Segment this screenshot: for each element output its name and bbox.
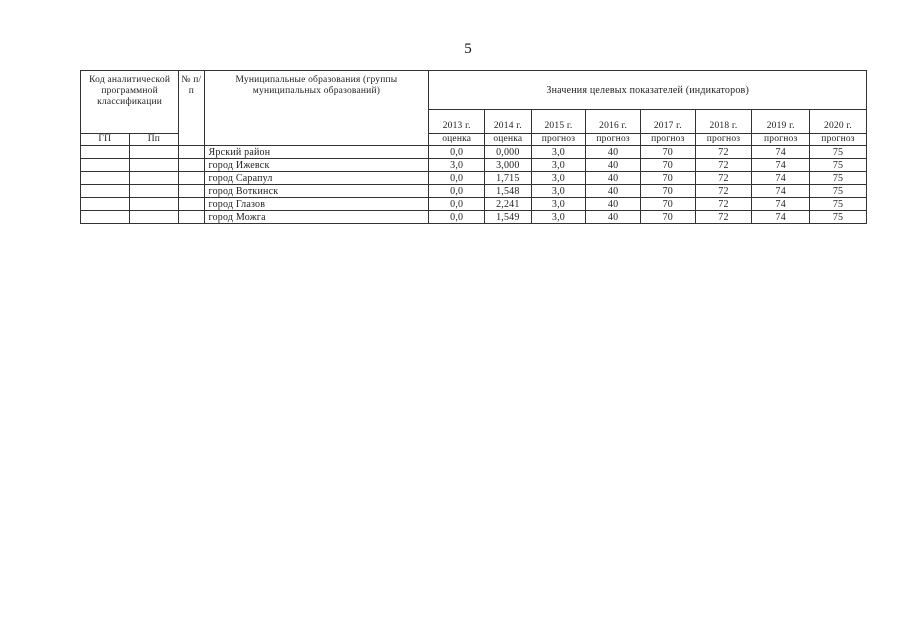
cell-gp xyxy=(81,198,130,211)
cell-gp xyxy=(81,159,130,172)
header-year: 2016 г. xyxy=(586,110,641,134)
cell-value: 40 xyxy=(586,211,641,224)
cell-value: 72 xyxy=(695,198,752,211)
header-type: прогноз xyxy=(695,134,752,146)
cell-municipality: город Можга xyxy=(204,211,429,224)
cell-value: 3,0 xyxy=(531,146,586,159)
cell-municipality: город Глазов xyxy=(204,198,429,211)
cell-value: 74 xyxy=(752,198,810,211)
cell-value: 0,000 xyxy=(485,146,532,159)
table-row xyxy=(81,172,867,185)
header-pp: Пп xyxy=(129,134,179,146)
cell-value: 74 xyxy=(752,185,810,198)
header-type: оценка xyxy=(429,134,485,146)
cell-value: 40 xyxy=(586,198,641,211)
cell-value: 40 xyxy=(586,185,641,198)
header-code: Код аналитической программной классификации xyxy=(81,71,179,134)
cell-value: 0,0 xyxy=(429,211,485,224)
cell-gp xyxy=(81,172,130,185)
header-year: 2014 г. xyxy=(485,110,532,134)
cell-pp xyxy=(129,172,179,185)
cell-value: 74 xyxy=(752,172,810,185)
cell-value: 75 xyxy=(810,159,867,172)
cell-pp xyxy=(129,159,179,172)
header-type: оценка xyxy=(485,134,532,146)
header-gp: ГП xyxy=(81,134,130,146)
cell-value: 2,241 xyxy=(485,198,532,211)
indicators-table xyxy=(80,70,867,224)
cell-value: 3,0 xyxy=(531,211,586,224)
header-year: 2013 г. xyxy=(429,110,485,134)
cell-pp xyxy=(129,146,179,159)
cell-pp xyxy=(129,185,179,198)
cell-municipality: город Сарапул xyxy=(204,172,429,185)
cell-value: 0,0 xyxy=(429,198,485,211)
table-row xyxy=(81,146,867,159)
cell-value: 40 xyxy=(586,172,641,185)
cell-value: 74 xyxy=(752,159,810,172)
header-type: прогноз xyxy=(586,134,641,146)
cell-value: 3,0 xyxy=(531,159,586,172)
cell-value: 75 xyxy=(810,172,867,185)
cell-value: 3,0 xyxy=(429,159,485,172)
cell-gp xyxy=(81,211,130,224)
cell-value: 40 xyxy=(586,159,641,172)
header-municipality: Муниципальные образования (группы муниципальных образований) xyxy=(204,71,429,146)
cell-gp xyxy=(81,146,130,159)
cell-value: 3,000 xyxy=(485,159,532,172)
header-num: № п/п xyxy=(179,71,204,146)
cell-value: 75 xyxy=(810,211,867,224)
cell-value: 72 xyxy=(695,172,752,185)
cell-value: 3,0 xyxy=(531,198,586,211)
header-row-top xyxy=(81,71,867,110)
cell-value: 1,715 xyxy=(485,172,532,185)
header-year: 2017 г. xyxy=(640,110,695,134)
cell-value: 74 xyxy=(752,146,810,159)
cell-municipality: город Воткинск xyxy=(204,185,429,198)
cell-value: 70 xyxy=(640,172,695,185)
cell-value: 1,549 xyxy=(485,211,532,224)
cell-num xyxy=(179,146,204,159)
cell-value: 75 xyxy=(810,198,867,211)
header-values: Значения целевых показателей (индикаторов) xyxy=(429,71,867,110)
cell-value: 1,548 xyxy=(485,185,532,198)
cell-value: 75 xyxy=(810,185,867,198)
cell-value: 3,0 xyxy=(531,172,586,185)
cell-value: 70 xyxy=(640,211,695,224)
cell-value: 72 xyxy=(695,185,752,198)
cell-value: 3,0 xyxy=(531,185,586,198)
cell-num xyxy=(179,172,204,185)
cell-value: 74 xyxy=(752,211,810,224)
header-type: прогноз xyxy=(810,134,867,146)
header-type: прогноз xyxy=(752,134,810,146)
header-type: прогноз xyxy=(640,134,695,146)
cell-value: 72 xyxy=(695,146,752,159)
header-year: 2015 г. xyxy=(531,110,586,134)
header-type: прогноз xyxy=(531,134,586,146)
table-row xyxy=(81,198,867,211)
cell-value: 72 xyxy=(695,211,752,224)
table-row xyxy=(81,159,867,172)
cell-num xyxy=(179,211,204,224)
cell-num xyxy=(179,198,204,211)
cell-value: 75 xyxy=(810,146,867,159)
page-number: 5 xyxy=(464,41,472,57)
cell-value: 72 xyxy=(695,159,752,172)
cell-value: 40 xyxy=(586,146,641,159)
cell-pp xyxy=(129,211,179,224)
table-row xyxy=(81,185,867,198)
cell-value: 0,0 xyxy=(429,185,485,198)
cell-gp xyxy=(81,185,130,198)
cell-num xyxy=(179,159,204,172)
table-row xyxy=(81,211,867,224)
header-year: 2020 г. xyxy=(810,110,867,134)
cell-municipality: город Ижевск xyxy=(204,159,429,172)
header-year: 2019 г. xyxy=(752,110,810,134)
header-year: 2018 г. xyxy=(695,110,752,134)
cell-num xyxy=(179,185,204,198)
cell-value: 70 xyxy=(640,159,695,172)
cell-value: 70 xyxy=(640,146,695,159)
cell-value: 70 xyxy=(640,198,695,211)
cell-value: 70 xyxy=(640,185,695,198)
cell-value: 0,0 xyxy=(429,146,485,159)
cell-value: 0,0 xyxy=(429,172,485,185)
cell-pp xyxy=(129,198,179,211)
cell-municipality: Ярский район xyxy=(204,146,429,159)
